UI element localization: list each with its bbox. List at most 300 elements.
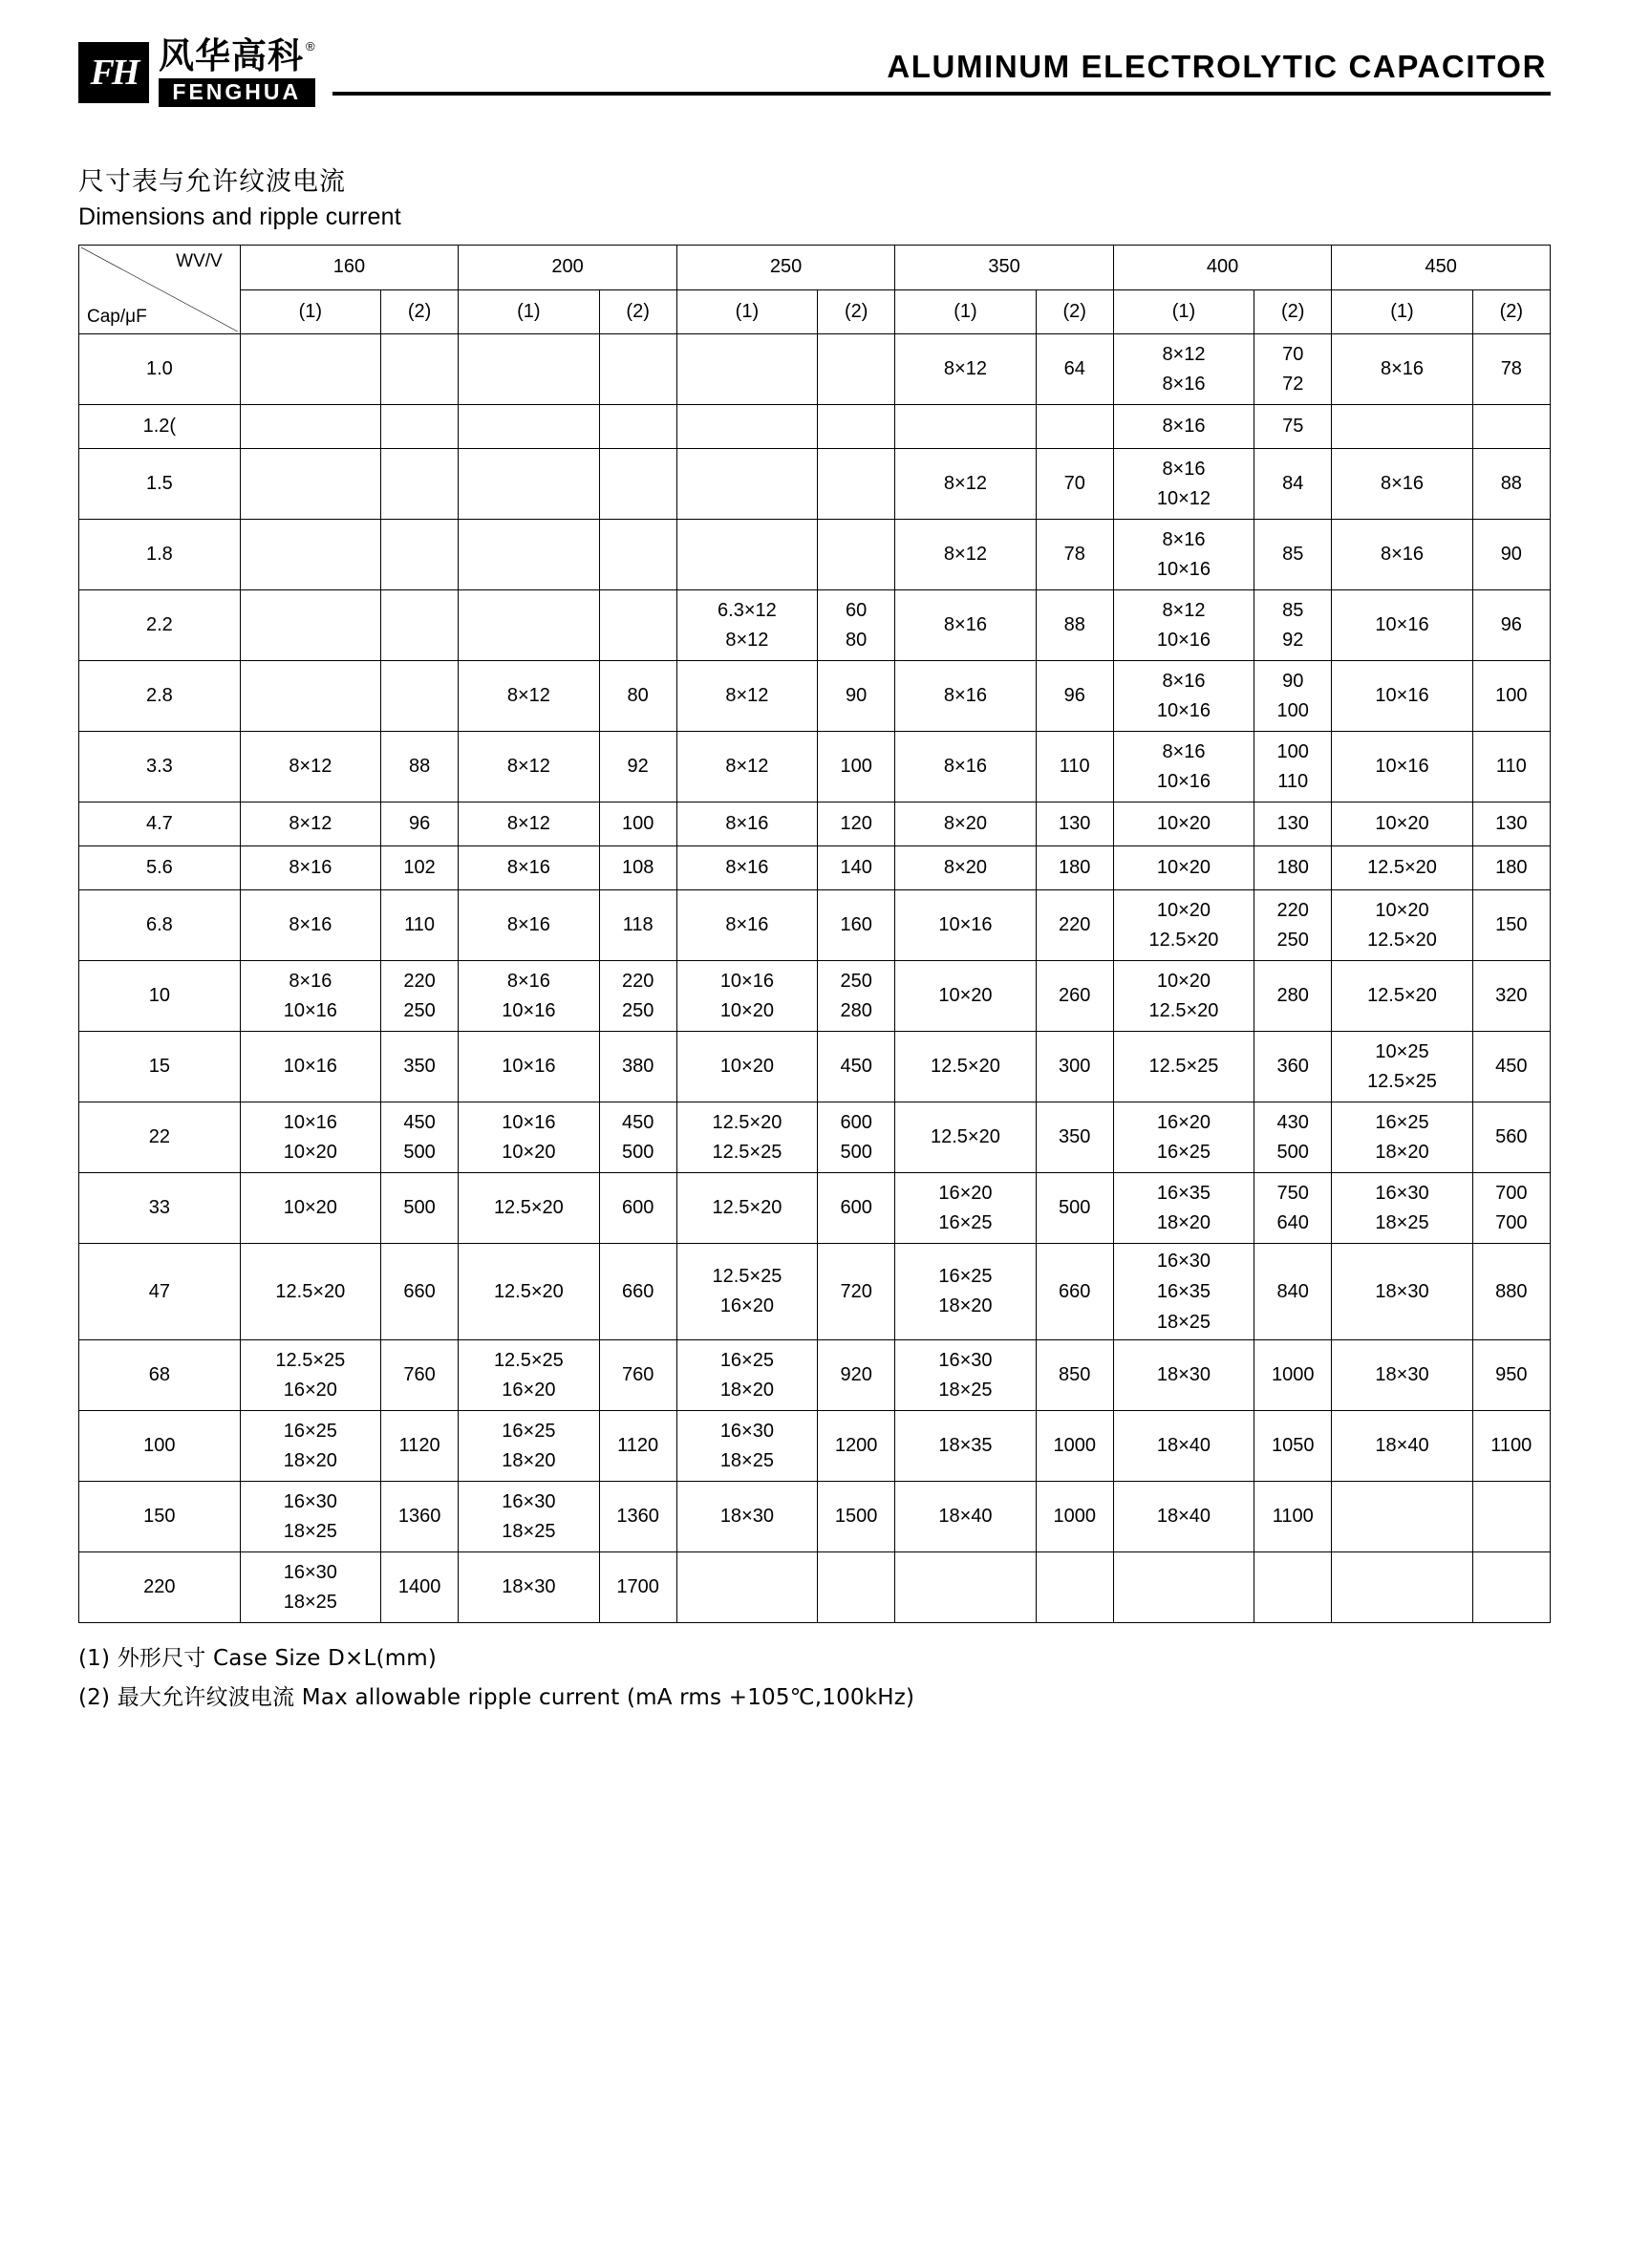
cell-value [240,661,380,732]
cell-value: 8×12 [676,661,817,732]
voltage-header-350: 350 [895,246,1114,290]
voltage-header-250: 250 [676,246,895,290]
cell-value: 8×12 [240,802,380,846]
cell-value: 110 [1472,732,1550,802]
cell-value: 12.5×20 [459,1173,599,1244]
cell-value: 8×12 8×16 [1113,334,1254,405]
cell-value: 8×16 [676,846,817,890]
cell-value: 90 [818,661,895,732]
cell-value: 220 250 [380,961,458,1032]
cell-value: 10×20 [240,1173,380,1244]
cell-value: 1360 [599,1482,676,1552]
cell-value: 18×30 [676,1482,817,1552]
subheader-350-1: (1) [895,289,1036,334]
cell-value: 880 [1472,1244,1550,1340]
cell-value: 16×30 18×25 [895,1340,1036,1411]
table-row [79,1482,1551,1552]
cell-value: 8×16 [240,846,380,890]
cell-value: 18×35 [895,1411,1036,1482]
cell-value: 100 110 [1254,732,1332,802]
cell-value [599,590,676,661]
cell-value [240,334,380,405]
cell-value: 12.5×25 [1113,1032,1254,1102]
corner-label-capacitance: Cap/μF [87,307,147,327]
table-row [79,520,1551,590]
cell-value: 80 [599,661,676,732]
cell-value: 1500 [818,1482,895,1552]
cell-value: 12.5×20 [895,1032,1036,1102]
cell-value: 8×20 [895,802,1036,846]
table-corner-header [79,246,241,334]
cell-value: 16×25 18×20 [1332,1102,1472,1173]
cell-value: 6.3×12 8×12 [676,590,817,661]
cell-value: 100 [1472,661,1550,732]
cell-capacitance: 33 [79,1173,241,1244]
voltage-header-200: 200 [459,246,677,290]
cell-value: 10×16 10×20 [459,1102,599,1173]
cell-value [599,334,676,405]
cell-value: 1120 [599,1411,676,1482]
cell-value: 75 [1254,405,1332,449]
cell-value: 8×12 [895,334,1036,405]
cell-value: 130 [1036,802,1113,846]
cell-value [895,1552,1036,1623]
table-row [79,661,1551,732]
cell-value: 8×16 [676,802,817,846]
cell-value: 180 [1254,846,1332,890]
cell-value: 920 [818,1340,895,1411]
table-row [79,1552,1551,1623]
logo-text-block [159,34,315,108]
cell-capacitance: 4.7 [79,802,241,846]
subheader-450-2: (2) [1472,289,1550,334]
cell-value: 350 [380,1032,458,1102]
cell-value: 220 [1036,890,1113,961]
cell-value [818,520,895,590]
cell-value: 85 92 [1254,590,1332,661]
cell-value: 8×16 [1332,334,1472,405]
cell-value: 78 [1472,334,1550,405]
cell-capacitance: 15 [79,1032,241,1102]
subheader-250-2: (2) [818,289,895,334]
subheader-400-1: (1) [1113,289,1254,334]
cell-value: 8×12 [459,661,599,732]
document-title: ALUMINUM ELECTROLYTIC CAPACITOR [887,48,1547,84]
cell-value: 8×16 10×16 [459,961,599,1032]
cell-value: 18×40 [1332,1411,1472,1482]
footnote-1: (1) 外形尺寸 Case Size D×L(mm) [78,1646,438,1671]
cell-value: 100 [599,802,676,846]
cell-value: 96 [1472,590,1550,661]
header-divider [332,92,1551,96]
dimensions-ripple-current-table [78,245,1551,1623]
cell-value [459,449,599,520]
cell-value: 16×35 18×20 [1113,1173,1254,1244]
cell-value: 1100 [1472,1411,1550,1482]
cell-value: 18×30 [1332,1244,1472,1340]
table-row [79,1032,1551,1102]
table-row [79,961,1551,1032]
cell-value: 118 [599,890,676,961]
cell-value: 60 80 [818,590,895,661]
cell-value: 180 [1036,846,1113,890]
cell-capacitance: 100 [79,1411,241,1482]
table-body [79,334,1551,1623]
cell-value: 10×20 12.5×20 [1332,890,1472,961]
cell-value: 90 [1472,520,1550,590]
cell-value: 16×25 18×20 [895,1244,1036,1340]
cell-value: 88 [1472,449,1550,520]
cell-value [895,405,1036,449]
cell-value: 10×16 [895,890,1036,961]
cell-value: 130 [1472,802,1550,846]
cell-value [380,590,458,661]
cell-value: 108 [599,846,676,890]
cell-value: 16×30 18×25 [1332,1173,1472,1244]
cell-capacitance: 1.5 [79,449,241,520]
cell-value: 8×12 [895,449,1036,520]
cell-value: 8×16 [1332,520,1472,590]
cell-value: 1000 [1254,1340,1332,1411]
subheader-160-2: (2) [380,289,458,334]
subheader-350-2: (2) [1036,289,1113,334]
cell-value: 12.5×25 16×20 [676,1244,817,1340]
cell-value [1332,1552,1472,1623]
cell-value: 8×12 10×16 [1113,590,1254,661]
cell-value: 8×16 10×16 [1113,661,1254,732]
cell-value: 1400 [380,1552,458,1623]
cell-value [599,520,676,590]
cell-value: 1360 [380,1482,458,1552]
cell-value: 70 72 [1254,334,1332,405]
cell-value: 450 [1472,1032,1550,1102]
cell-value: 88 [380,732,458,802]
cell-value: 220 250 [599,961,676,1032]
cell-capacitance: 1.0 [79,334,241,405]
cell-value: 660 [380,1244,458,1340]
cell-capacitance: 2.2 [79,590,241,661]
cell-value: 140 [818,846,895,890]
cell-value: 8×12 [676,732,817,802]
table-header-voltage-row [79,246,1551,290]
cell-value: 64 [1036,334,1113,405]
cell-value [380,661,458,732]
cell-value: 750 640 [1254,1173,1332,1244]
cell-value: 18×40 [1113,1482,1254,1552]
cell-value: 8×16 10×16 [240,961,380,1032]
cell-value: 18×30 [1332,1340,1472,1411]
logo-chinese-name: 风华高科 [159,34,304,76]
cell-value [676,405,817,449]
table-header-subcolumn-row [79,289,1551,334]
cell-value: 600 [599,1173,676,1244]
cell-value: 450 [818,1032,895,1102]
cell-value [380,449,458,520]
cell-value: 110 [380,890,458,961]
cell-value [240,520,380,590]
cell-value [676,1552,817,1623]
cell-value: 8×12 [240,732,380,802]
subheader-160-1: (1) [240,289,380,334]
cell-value [599,405,676,449]
cell-value [1113,1552,1254,1623]
cell-value [676,334,817,405]
fenghua-logo-icon [78,42,149,103]
cell-value [380,520,458,590]
cell-value: 18×30 [459,1552,599,1623]
cell-value [1036,1552,1113,1623]
cell-value: 18×30 [1113,1340,1254,1411]
cell-value [1472,1482,1550,1552]
logo-mark-text: FH [90,53,138,93]
cell-value: 10×20 12.5×20 [1113,961,1254,1032]
cell-capacitance: 2.8 [79,661,241,732]
table-row [79,732,1551,802]
subheader-200-2: (2) [599,289,676,334]
cell-value: 700 700 [1472,1173,1550,1244]
cell-value [1332,405,1472,449]
cell-value: 8×16 10×16 [1113,520,1254,590]
cell-value: 150 [1472,890,1550,961]
cell-value [240,449,380,520]
cell-value: 96 [380,802,458,846]
cell-value: 10×16 [1332,590,1472,661]
cell-value [459,334,599,405]
table-row [79,1244,1551,1340]
cell-value: 8×16 [895,590,1036,661]
cell-value: 280 [1254,961,1332,1032]
cell-value: 10×20 [1113,846,1254,890]
cell-value: 8×16 [459,846,599,890]
cell-value: 160 [818,890,895,961]
cell-capacitance: 5.6 [79,846,241,890]
table-row [79,334,1551,405]
cell-value: 10×16 [459,1032,599,1102]
voltage-header-400: 400 [1113,246,1332,290]
corner-label-voltage: WV/V [176,251,223,271]
table-row [79,590,1551,661]
cell-value: 18×40 [1113,1411,1254,1482]
cell-capacitance: 1.8 [79,520,241,590]
cell-capacitance: 150 [79,1482,241,1552]
cell-value: 12.5×20 [459,1244,599,1340]
cell-value: 840 [1254,1244,1332,1340]
cell-value: 16×20 16×25 [1113,1102,1254,1173]
cell-value: 260 [1036,961,1113,1032]
cell-value: 88 [1036,590,1113,661]
cell-value: 600 [818,1173,895,1244]
cell-value: 300 [1036,1032,1113,1102]
subheader-450-1: (1) [1332,289,1472,334]
cell-value: 12.5×20 12.5×25 [676,1102,817,1173]
subheader-200-1: (1) [459,289,599,334]
cell-value [676,520,817,590]
cell-capacitance: 220 [79,1552,241,1623]
cell-capacitance: 6.8 [79,890,241,961]
cell-value: 10×25 12.5×25 [1332,1032,1472,1102]
cell-value: 8×16 [1113,405,1254,449]
logo-english-name: FENGHUA [159,78,315,107]
cell-value: 16×25 18×20 [240,1411,380,1482]
cell-value [599,449,676,520]
cell-value: 10×16 [1332,661,1472,732]
cell-value: 450 500 [599,1102,676,1173]
cell-value: 8×12 [895,520,1036,590]
cell-value: 110 [1036,732,1113,802]
cell-value: 84 [1254,449,1332,520]
cell-value [818,449,895,520]
cell-value: 560 [1472,1102,1550,1173]
cell-value: 92 [599,732,676,802]
cell-value: 8×16 10×12 [1113,449,1254,520]
cell-value: 8×16 [1332,449,1472,520]
cell-value: 10×20 12.5×20 [1113,890,1254,961]
cell-value: 12.5×25 16×20 [459,1340,599,1411]
table-row [79,1340,1551,1411]
cell-value [240,405,380,449]
page-header [78,27,1551,118]
cell-value: 12.5×20 [1332,961,1472,1032]
cell-value: 1120 [380,1411,458,1482]
cell-value: 8×16 10×16 [1113,732,1254,802]
cell-value [1254,1552,1332,1623]
cell-value: 600 500 [818,1102,895,1173]
cell-value: 10×20 [676,1032,817,1102]
cell-capacitance: 22 [79,1102,241,1173]
cell-value: 12.5×20 [895,1102,1036,1173]
cell-value: 350 [1036,1102,1113,1173]
cell-value [380,405,458,449]
cell-value: 1200 [818,1411,895,1482]
cell-value: 12.5×20 [1332,846,1472,890]
cell-value [818,1552,895,1623]
cell-capacitance: 1.2( [79,405,241,449]
cell-value [676,449,817,520]
cell-value: 760 [599,1340,676,1411]
cell-value: 660 [599,1244,676,1340]
cell-value [1472,1552,1550,1623]
cell-value: 10×20 [895,961,1036,1032]
header-title-wrap [332,50,1551,96]
cell-value: 16×25 18×20 [459,1411,599,1482]
cell-value: 8×16 [459,890,599,961]
registered-trademark-icon: ® [306,38,315,53]
cell-value: 450 500 [380,1102,458,1173]
cell-value: 360 [1254,1032,1332,1102]
subheader-400-2: (2) [1254,289,1332,334]
table-row [79,802,1551,846]
cell-value: 120 [818,802,895,846]
cell-value: 12.5×20 [676,1173,817,1244]
cell-capacitance: 68 [79,1340,241,1411]
cell-value: 16×30 16×35 18×25 [1113,1244,1254,1340]
cell-value: 950 [1472,1340,1550,1411]
voltage-header-450: 450 [1332,246,1551,290]
cell-value: 12.5×20 [240,1244,380,1340]
cell-value: 500 [380,1173,458,1244]
cell-value [818,405,895,449]
cell-value: 320 [1472,961,1550,1032]
cell-value: 1000 [1036,1482,1113,1552]
cell-value: 16×30 18×25 [676,1411,817,1482]
cell-value: 16×30 18×25 [459,1482,599,1552]
cell-value: 660 [1036,1244,1113,1340]
table-footnotes [78,1640,1551,1711]
cell-value [818,334,895,405]
cell-value: 380 [599,1032,676,1102]
cell-value: 10×16 [1332,732,1472,802]
cell-value [459,405,599,449]
cell-value: 96 [1036,661,1113,732]
cell-value: 70 [1036,449,1113,520]
cell-value: 100 [818,732,895,802]
section-title-chinese: 尺寸表与允许纹波电流 [78,167,346,197]
cell-value: 102 [380,846,458,890]
cell-capacitance: 10 [79,961,241,1032]
section-title-english: Dimensions and ripple current [78,203,401,230]
cell-value: 8×16 [240,890,380,961]
cell-capacitance: 3.3 [79,732,241,802]
cell-value: 16×25 18×20 [676,1340,817,1411]
cell-value [459,590,599,661]
cell-value: 8×12 [459,802,599,846]
table-row [79,1102,1551,1173]
cell-value: 10×16 10×20 [240,1102,380,1173]
table-row [79,1173,1551,1244]
table-row [79,846,1551,890]
cell-value: 8×16 [895,732,1036,802]
cell-value: 16×30 18×25 [240,1482,380,1552]
cell-value: 430 500 [1254,1102,1332,1173]
cell-value: 760 [380,1340,458,1411]
cell-value: 8×12 [459,732,599,802]
table-row [79,1411,1551,1482]
cell-value [240,590,380,661]
cell-value [1036,405,1113,449]
cell-value: 180 [1472,846,1550,890]
cell-value [380,334,458,405]
footnote-2: (2) 最大允许纹波电流 Max allowable ripple current (mA rms +105℃,100kHz) [78,1685,915,1710]
cell-value: 130 [1254,802,1332,846]
company-logo [78,34,315,108]
cell-value: 18×40 [895,1482,1036,1552]
cell-value: 220 250 [1254,890,1332,961]
cell-value: 250 280 [818,961,895,1032]
cell-value: 85 [1254,520,1332,590]
cell-value: 720 [818,1244,895,1340]
cell-value: 1100 [1254,1482,1332,1552]
cell-value [1472,405,1550,449]
cell-value: 1000 [1036,1411,1113,1482]
cell-value: 10×20 [1113,802,1254,846]
cell-value: 78 [1036,520,1113,590]
table-row [79,890,1551,961]
cell-value: 8×20 [895,846,1036,890]
cell-value [1332,1482,1472,1552]
cell-value: 10×16 10×20 [676,961,817,1032]
subheader-250-1: (1) [676,289,817,334]
cell-capacitance: 47 [79,1244,241,1340]
cell-value: 90 100 [1254,661,1332,732]
cell-value: 1050 [1254,1411,1332,1482]
table-row [79,405,1551,449]
cell-value: 500 [1036,1173,1113,1244]
cell-value: 850 [1036,1340,1113,1411]
cell-value: 12.5×25 16×20 [240,1340,380,1411]
logo-chinese-wrap [159,34,315,76]
voltage-header-160: 160 [240,246,459,290]
cell-value: 1700 [599,1552,676,1623]
